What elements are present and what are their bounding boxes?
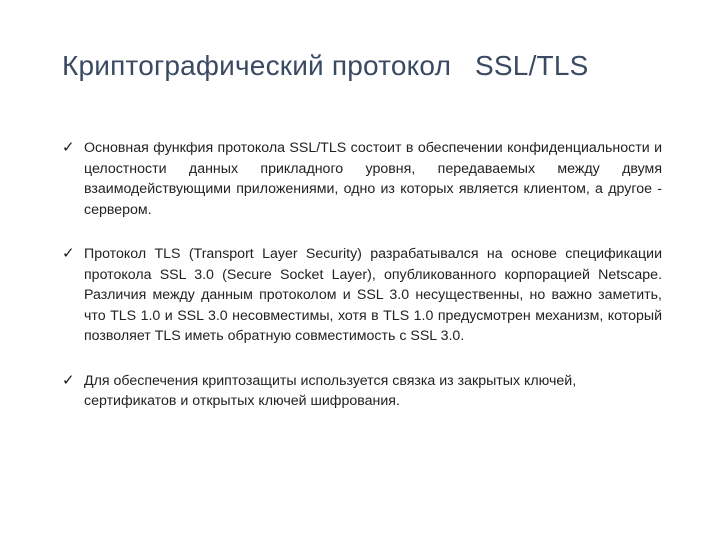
bullet-text: Протокол TLS (Transport Layer Security) разрабатывался на основе спецификации протокола SSL 3.0 (Secure Socket Layer), опубликованного корпорацией Netscape. Различия между данным протоколом и SSL 3.0 несущественны, но важно заметить, что TLS 1.0 и SSL 3.0 несовместимы, хотя в TLS 1.0 предусмотрен механизм, который позволяет TLS иметь обратную совместимость с SSL 3.0. bbox=[84, 246, 662, 344]
slide-title: Криптографический протокол SSL/TLS bbox=[62, 50, 589, 81]
check-icon: ✓ bbox=[62, 139, 75, 156]
check-icon: ✓ bbox=[62, 245, 75, 262]
bullet-text: Основная функфия протокола SSL/TLS состоит в обеспечении конфиденциальности и целостности данных прикладного уровня, передаваемых между двумя взаимодействующими приложениями, одно из которых является клиентом, а другое - сервером. bbox=[84, 140, 662, 218]
bullet-text: Для обеспечения криптозащиты используется связка из закрытых ключей, сертификатов и открытых ключей шифрования. bbox=[84, 372, 577, 409]
bullet-item bbox=[62, 138, 662, 220]
bullet-item bbox=[62, 244, 662, 347]
bullet-list bbox=[62, 138, 662, 436]
bullet-item bbox=[62, 371, 662, 412]
check-icon: ✓ bbox=[62, 371, 75, 389]
